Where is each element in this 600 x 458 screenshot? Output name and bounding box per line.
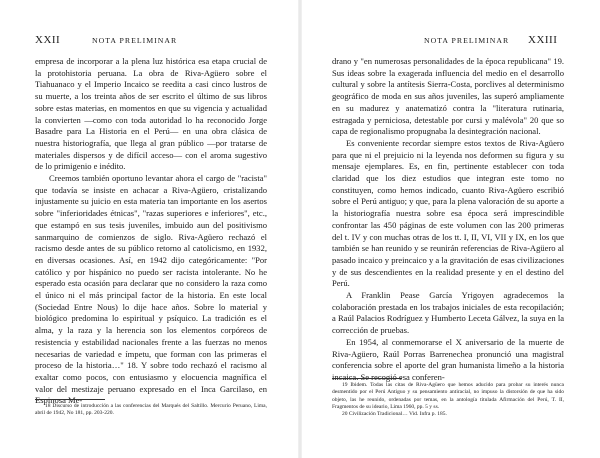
footnote: 19 Ibidem. Todas las citas de Riva-Agüero que hemos aducido para probar su interés nunca desmentido por el Perú Antiguo y su pensamiento antiracial, no impuso la distorsión de que ha sido objeto, las he reunido, ordenadas por temas, en la antología titulada Afirmación del Perú, T. II, Fragmentos de su ideario, Lima 1960, pp. 5 y ss. [332, 382, 564, 410]
right-page [300, 0, 600, 458]
running-head: NOTA PRELIMINAR [424, 36, 510, 45]
paragraph: drano y "en numerosas personalidades de la época republicana" 19. Sus ideas sobre la exagerada influencia del medio en el desarrollo cultural y sobre la antítesis Sierra-Costa, porclives al determinismo geográfico de moda en sus años juveniles, las superó ampliamente en su madurez y anatematizó contra la "literatura rutinaria, estragada y perniciosa, detestable por cursi y malévola" 20 que so capa de regionalismo propugnaba la desintegración nacional. [332, 56, 564, 137]
paragraph: Creemos también oportuno levantar ahora el cargo de "racista" que todavía se insiste en achacar a Riva-Agüero, cristalizando injustamente su juicio en esta materia tan importante en los asertos sobre "inferioridades étnicas", "razas superiores e inferiores", etc., que estampó en sus tesis juveniles, imbuido aun del positivismo sanmarquino de comienzos de siglo. Riva-Agüero rechazó el racismo desde antes de su público retorno al catolicismo, en 1932, en diversas ocasiones. Así, en 1942 dijo categóricamente: "Por católico y por hispánico no puedo ser racista intolerante. No he esperado esta ocasión para declarar que no considero la raza como el único ni el más principal factor de la historia. En este local (Sociedad Entre Nous) lo dije hace años. Sobre lo material y biológico predomina lo espiritual y psíquico. La tradición es el alma, y la raza y la herencia son los elementos corpóreos de resistencia y estabilidad nacionales frente a las fuerzas no menos necesarias de variedad e ímpetu, que forman con las primeras el proceso de la historia…" 18. Y sobre todo rechazó el racismo al exaltar como pocos, con entusiasmo y elocuencia magnífica el valor del mestizaje peruano expresado en el Inca Garcilaso, en Espinosa Me- [35, 173, 267, 406]
paragraph: En 1954, al conmemorarse el X aniversario de la muerte de Riva-Agüero, Raúl Porras Barrenechea pronunció una magistral conferencia sobre el aporte del gran humanista limeño a la historia incaica. Se recogió esa conferen- [332, 336, 564, 382]
body-text [35, 56, 267, 407]
paragraph: A Franklin Pease García Yrigoyen agradecemos la colaboración prestada en los trabajos iniciales de esta recopilación; a Raúl Palacios Rodríguez y Humberto Leceta Gálvez, la suya en la corrección de pruebas. [332, 290, 564, 336]
footnote: 20 Civilización Tradicional… Vid. Infra p. 185. [342, 411, 447, 418]
footnote: 18 Discurso de introducción a las conferencias del Marqués del Saltillo. Mercurio Peruano, Lima, abril de 1942, No 181, pp. 203-220. [35, 403, 267, 417]
page-number: XXII [35, 34, 61, 46]
footnote-rule [332, 378, 402, 379]
footnotes [332, 382, 564, 418]
body-text [332, 56, 564, 384]
running-head: NOTA PRELIMINAR [92, 36, 178, 45]
paragraph: Es conveniente recordar siempre estos textos de Riva-Agüero para que ni el prejuicio ni la leyenda nos deformen su figura y su mensaje ejemplares. Es, en fin, pertinente establecer con toda claridad que los diez estudios que integran este tomo no constituyen, como hemos indicado, cuanto Riva-Agüero escribió sobre el Perú antiguo; y que, para la plena valoración de su aporte a la historiografía nuestra sobre esa época será imprescindible confrontar las 450 páginas de este volumen con las 200 primeras del t. IV y con muchas otras de los tt. I, II, VI, VII y IX, en los que también se han reunido y se reunirán referencias de Riva-Agüero al pasado incaico y preincaico y a la gravitación de esas civilizaciones y de sus descendientes en la realidad presente y en el destino del Perú. [332, 137, 564, 289]
footnote-rule [35, 399, 105, 400]
page-number: XXIII [528, 34, 558, 46]
paragraph: empresa de incorporar a la plena luz histórica esa etapa crucial de la protohistoria peruana. La obra de Riva-Agüero sobre el Tiahuanaco y el Imperio Incaico se reedita a casi cinco lustros de su muerte, a los treinta años de ser escrito el último de sus libros sobre estas materias, en momentos en que su vigencia y actualidad la convierten —como con toda autoridad lo ha reconocido Jorge Basadre para La Historia en el Perú— en una obra clásica de nuestra historiografía, que llega al gran público —por tratarse de materiales dispersos y de difícil acceso— con el aroma sugestivo de lo primigenio e inédito. [35, 56, 267, 172]
footnotes [35, 403, 267, 418]
